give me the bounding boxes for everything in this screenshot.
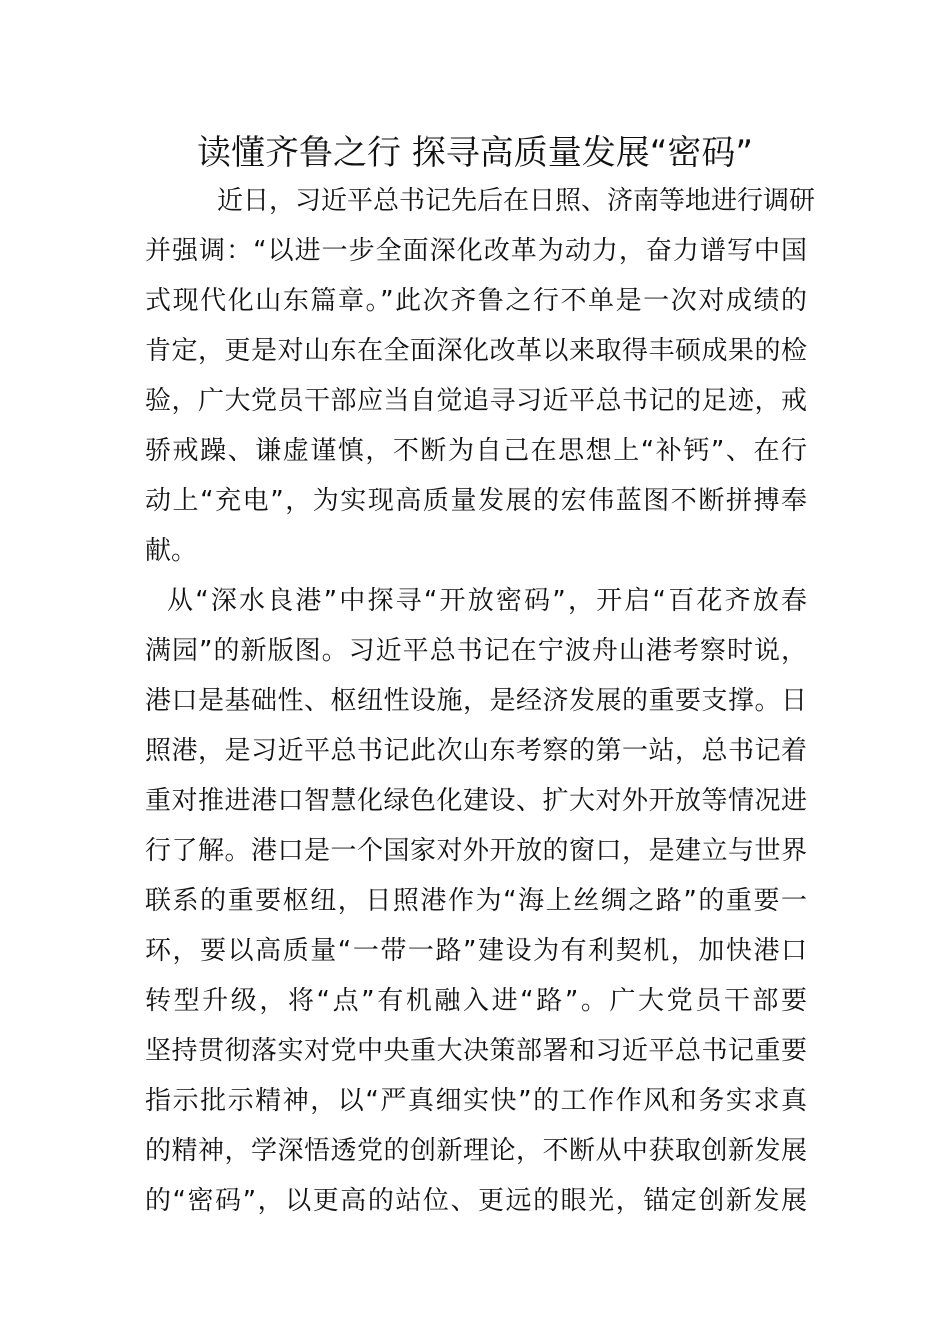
paragraph-line: 坚持贯彻落实对党中央重大决策部署和习近平总书记重要 <box>145 1036 807 1066</box>
paragraph-line: 式现代化山东篇章。”此次齐鲁之行不单是一次对成绩的 <box>145 286 807 316</box>
paragraph-line: 肯定，更是对山东在全面深化改革以来取得丰硕成果的检 <box>145 336 807 366</box>
paragraph-line: 近日，习近平总书记先后在日照、济南等地进行调研 <box>217 186 816 216</box>
paragraph-2 <box>145 576 807 1226</box>
paragraph-line: 验，广大党员干部应当自觉追寻习近平总书记的足迹，戒 <box>145 386 807 416</box>
paragraph-line: 动上“充电”，为实现高质量发展的宏伟蓝图不断拼搏奉 <box>145 486 807 516</box>
paragraph-line: 献。 <box>145 536 198 566</box>
paragraph-line: 港口是基础性、枢纽性设施，是经济发展的重要支撑。日 <box>145 686 807 716</box>
paragraph-line: 并强调：“以进一步全面深化改革为动力，奋力谱写中国 <box>145 236 807 266</box>
paragraph-line: 骄戒躁、谦虚谨慎，不断为自己在思想上“补钙”、在行 <box>145 436 807 466</box>
paragraph-line: 行了解。港口是一个国家对外开放的窗口，是建立与世界 <box>145 836 807 866</box>
paragraph-line: 重对推进港口智慧化绿色化建设、扩大对外开放等情况进 <box>145 786 807 816</box>
paragraph-line: 的精神，学深悟透党的创新理论，不断从中获取创新发展 <box>145 1136 807 1166</box>
paragraph-line: 环，要以高质量“一带一路”建设为有利契机，加快港口 <box>145 936 807 966</box>
paragraph-line: 转型升级，将“点”有机融入进“路”。广大党员干部要 <box>145 986 807 1016</box>
document-title: 读懂齐鲁之行 探寻高质量发展“密码” <box>196 133 754 173</box>
paragraph-line: 从“深水良港”中探寻“开放密码”，开启“百花齐放春 <box>167 586 807 616</box>
paragraph-line: 满园”的新版图。习近平总书记在宁波舟山港考察时说， <box>145 636 807 666</box>
paragraph-line: 的“密码”，以更高的站位、更远的眼光，锚定创新发展 <box>145 1186 807 1216</box>
paragraph-1 <box>145 176 816 576</box>
paragraph-line: 指示批示精神，以“严真细实快”的工作作风和务实求真 <box>145 1086 807 1116</box>
paragraph-line: 照港，是习近平总书记此次山东考察的第一站，总书记着 <box>145 736 807 766</box>
paragraph-line: 联系的重要枢纽，日照港作为“海上丝绸之路”的重要一 <box>145 886 807 916</box>
